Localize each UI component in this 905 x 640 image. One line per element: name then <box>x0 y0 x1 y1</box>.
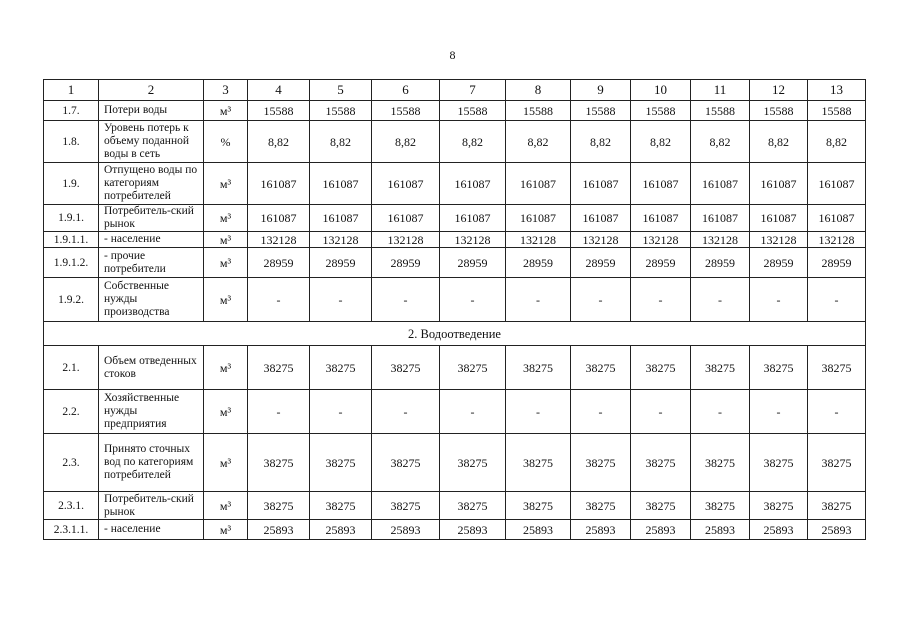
value-cell: 28959 <box>372 248 440 278</box>
value-cell: 38275 <box>372 434 440 492</box>
section-row <box>44 322 866 346</box>
row-unit: м³ <box>204 232 248 248</box>
row-unit: м³ <box>204 163 248 205</box>
value-cell: 161087 <box>506 163 571 205</box>
value-cell: 8,82 <box>372 121 440 163</box>
value-cell: 25893 <box>248 520 310 540</box>
value-cell: 161087 <box>808 163 866 205</box>
row-unit: м³ <box>204 205 248 232</box>
row-description: Потребитель-ский рынок <box>99 205 204 232</box>
row-code: 1.9.1.1. <box>44 232 99 248</box>
value-cell: - <box>631 278 691 322</box>
row-unit: % <box>204 121 248 163</box>
value-cell: 38275 <box>631 346 691 390</box>
value-cell: 161087 <box>310 205 372 232</box>
value-cell: 38275 <box>440 492 506 520</box>
row-unit: м³ <box>204 520 248 540</box>
row-code: 1.7. <box>44 101 99 121</box>
value-cell: 8,82 <box>691 121 750 163</box>
value-cell: 15588 <box>310 101 372 121</box>
page-number: 8 <box>449 48 456 62</box>
value-cell: 132128 <box>372 232 440 248</box>
value-cell: 8,82 <box>631 121 691 163</box>
row-description: Принято сточных вод по категориям потребителей <box>99 434 204 492</box>
column-header: 10 <box>631 80 691 101</box>
value-cell: 161087 <box>310 163 372 205</box>
value-cell: 25893 <box>691 520 750 540</box>
row-description: - прочие потребители <box>99 248 204 278</box>
value-cell: 38275 <box>506 492 571 520</box>
value-cell: 38275 <box>440 346 506 390</box>
value-cell: - <box>372 278 440 322</box>
table-row <box>44 121 866 163</box>
row-unit: м³ <box>204 248 248 278</box>
value-cell: 38275 <box>506 434 571 492</box>
table-row <box>44 434 866 492</box>
value-cell: - <box>310 390 372 434</box>
table-row <box>44 346 866 390</box>
value-cell: 15588 <box>248 101 310 121</box>
row-code: 1.9.2. <box>44 278 99 322</box>
row-description: Уровень потерь к объему поданной воды в сеть <box>99 121 204 163</box>
value-cell: 8,82 <box>440 121 506 163</box>
header-row <box>44 80 866 101</box>
value-cell: 38275 <box>808 346 866 390</box>
value-cell: 28959 <box>691 248 750 278</box>
row-description: - население <box>99 232 204 248</box>
row-code: 1.8. <box>44 121 99 163</box>
data-table <box>43 79 866 540</box>
value-cell: 15588 <box>440 101 506 121</box>
value-cell: 15588 <box>372 101 440 121</box>
value-cell: 8,82 <box>571 121 631 163</box>
value-cell: 38275 <box>248 346 310 390</box>
value-cell: 28959 <box>506 248 571 278</box>
row-description: - население <box>99 520 204 540</box>
value-cell: 38275 <box>691 434 750 492</box>
table-row <box>44 492 866 520</box>
value-cell: 161087 <box>372 163 440 205</box>
column-header: 5 <box>310 80 372 101</box>
row-unit: м³ <box>204 101 248 121</box>
value-cell: 132128 <box>310 232 372 248</box>
value-cell: - <box>248 278 310 322</box>
row-unit: м³ <box>204 390 248 434</box>
value-cell: 38275 <box>310 346 372 390</box>
row-code: 2.2. <box>44 390 99 434</box>
value-cell: 25893 <box>750 520 808 540</box>
value-cell: 161087 <box>808 205 866 232</box>
row-code: 1.9.1. <box>44 205 99 232</box>
value-cell: 28959 <box>248 248 310 278</box>
value-cell: 38275 <box>631 492 691 520</box>
row-unit: м³ <box>204 492 248 520</box>
row-description: Отпущено воды по категориям потребителей <box>99 163 204 205</box>
column-header: 4 <box>248 80 310 101</box>
value-cell: 132128 <box>506 232 571 248</box>
value-cell: 132128 <box>248 232 310 248</box>
value-cell: 8,82 <box>248 121 310 163</box>
value-cell: 132128 <box>631 232 691 248</box>
value-cell: 38275 <box>248 492 310 520</box>
value-cell: 25893 <box>440 520 506 540</box>
value-cell: - <box>691 390 750 434</box>
value-cell: 8,82 <box>506 121 571 163</box>
value-cell: 28959 <box>750 248 808 278</box>
section-title: 2. Водоотведение <box>44 322 866 346</box>
table-row <box>44 232 866 248</box>
value-cell: - <box>571 278 631 322</box>
value-cell: 132128 <box>440 232 506 248</box>
value-cell: 38275 <box>506 346 571 390</box>
column-header: 11 <box>691 80 750 101</box>
value-cell: - <box>440 390 506 434</box>
table-row <box>44 248 866 278</box>
value-cell: 38275 <box>808 434 866 492</box>
value-cell: 38275 <box>571 346 631 390</box>
value-cell: 15588 <box>808 101 866 121</box>
value-cell: - <box>440 278 506 322</box>
value-cell: 132128 <box>808 232 866 248</box>
value-cell: 8,82 <box>808 121 866 163</box>
table-row <box>44 278 866 322</box>
value-cell: 161087 <box>372 205 440 232</box>
value-cell: 38275 <box>372 492 440 520</box>
value-cell: - <box>808 278 866 322</box>
value-cell: 38275 <box>750 346 808 390</box>
row-description: Потребитель-ский рынок <box>99 492 204 520</box>
value-cell: 28959 <box>631 248 691 278</box>
row-code: 2.1. <box>44 346 99 390</box>
value-cell: - <box>631 390 691 434</box>
value-cell: 38275 <box>248 434 310 492</box>
column-header: 13 <box>808 80 866 101</box>
row-unit: м³ <box>204 278 248 322</box>
value-cell: 38275 <box>310 492 372 520</box>
value-cell: 38275 <box>631 434 691 492</box>
value-cell: 161087 <box>631 163 691 205</box>
value-cell: - <box>750 390 808 434</box>
column-header: 8 <box>506 80 571 101</box>
value-cell: 38275 <box>571 434 631 492</box>
value-cell: 161087 <box>571 205 631 232</box>
value-cell: 132128 <box>750 232 808 248</box>
value-cell: 38275 <box>691 492 750 520</box>
value-cell: - <box>248 390 310 434</box>
value-cell: 8,82 <box>310 121 372 163</box>
value-cell: 28959 <box>571 248 631 278</box>
row-unit: м³ <box>204 434 248 492</box>
value-cell: 25893 <box>372 520 440 540</box>
value-cell: 161087 <box>691 163 750 205</box>
value-cell: 161087 <box>571 163 631 205</box>
value-cell: 38275 <box>571 492 631 520</box>
row-code: 2.3. <box>44 434 99 492</box>
value-cell: - <box>506 278 571 322</box>
column-header: 7 <box>440 80 506 101</box>
value-cell: 8,82 <box>750 121 808 163</box>
value-cell: 15588 <box>506 101 571 121</box>
row-description: Собственные нужды производства <box>99 278 204 322</box>
column-header: 6 <box>372 80 440 101</box>
table-row <box>44 101 866 121</box>
row-description: Хозяйственные нужды предприятия <box>99 390 204 434</box>
column-header: 1 <box>44 80 99 101</box>
row-code: 1.9. <box>44 163 99 205</box>
row-description: Объем отведенных стоков <box>99 346 204 390</box>
table-row <box>44 390 866 434</box>
value-cell: 161087 <box>248 163 310 205</box>
value-cell: 161087 <box>440 163 506 205</box>
value-cell: 161087 <box>691 205 750 232</box>
value-cell: - <box>310 278 372 322</box>
value-cell: 38275 <box>808 492 866 520</box>
value-cell: - <box>808 390 866 434</box>
value-cell: 132128 <box>691 232 750 248</box>
value-cell: 38275 <box>691 346 750 390</box>
value-cell: 161087 <box>750 163 808 205</box>
value-cell: 38275 <box>750 492 808 520</box>
table-row <box>44 520 866 540</box>
value-cell: 25893 <box>506 520 571 540</box>
value-cell: 161087 <box>631 205 691 232</box>
table-row <box>44 205 866 232</box>
value-cell: - <box>506 390 571 434</box>
value-cell: - <box>750 278 808 322</box>
value-cell: 28959 <box>310 248 372 278</box>
value-cell: 38275 <box>750 434 808 492</box>
value-cell: 15588 <box>631 101 691 121</box>
value-cell: - <box>571 390 631 434</box>
row-unit: м³ <box>204 346 248 390</box>
value-cell: 25893 <box>310 520 372 540</box>
value-cell: 132128 <box>571 232 631 248</box>
row-code: 2.3.1. <box>44 492 99 520</box>
value-cell: 15588 <box>750 101 808 121</box>
value-cell: - <box>372 390 440 434</box>
value-cell: 161087 <box>440 205 506 232</box>
value-cell: 28959 <box>440 248 506 278</box>
value-cell: 28959 <box>808 248 866 278</box>
value-cell: - <box>691 278 750 322</box>
value-cell: 25893 <box>571 520 631 540</box>
table-row <box>44 163 866 205</box>
row-code: 2.3.1.1. <box>44 520 99 540</box>
value-cell: 161087 <box>506 205 571 232</box>
value-cell: 161087 <box>750 205 808 232</box>
value-cell: 38275 <box>372 346 440 390</box>
value-cell: 38275 <box>310 434 372 492</box>
value-cell: 15588 <box>571 101 631 121</box>
column-header: 2 <box>99 80 204 101</box>
row-description: Потери воды <box>99 101 204 121</box>
value-cell: 38275 <box>440 434 506 492</box>
row-code: 1.9.1.2. <box>44 248 99 278</box>
value-cell: 25893 <box>808 520 866 540</box>
value-cell: 15588 <box>691 101 750 121</box>
column-header: 12 <box>750 80 808 101</box>
value-cell: 161087 <box>248 205 310 232</box>
column-header: 9 <box>571 80 631 101</box>
column-header: 3 <box>204 80 248 101</box>
value-cell: 25893 <box>631 520 691 540</box>
